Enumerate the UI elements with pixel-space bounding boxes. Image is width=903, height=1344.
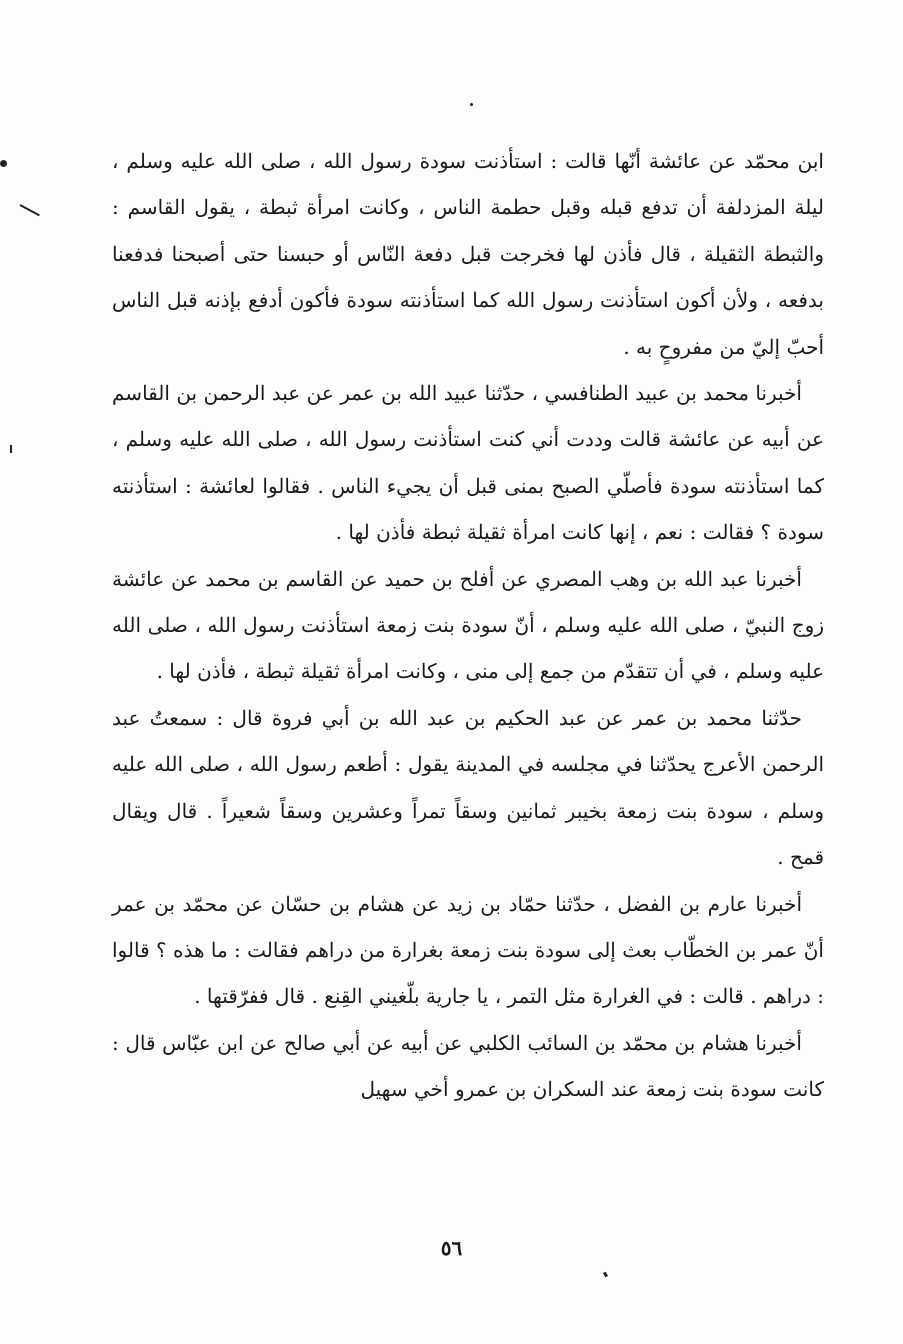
ink-speck [470,103,473,106]
body-text [112,138,824,1113]
paragraph-5: أخبرنا عارم بن الفضل ، حدّثنا حمّاد بن زيد عن هشام بن حسّان عن محمّد بن عمر أنّ عمر بن الخطّاب بعث إلى سودة بنت زمعة بغرارة من دراهم فقالت : ما هذه ؟ قالوا : دراهم . قالت : في الغرارة مثل التمر ، يا جارية بلّغيني القِنع . قال ففرّقتها . [112,891,824,1009]
paragraph-4: حدّثنا محمد بن عمر عن عبد الحكيم بن عبد الله بن أبي فروة قال : سمعتُ عبد الرحمن الأعرج يحدّثنا في مجلسه في المدينة يقول : أطعم رسول الله ، صلى الله عليه وسلم ، سودة بنت زمعة بخيبر ثمانين وسقاً تمراً وعشرين وسقاً شعيراً . قال ويقال قمح . [112,705,825,870]
margin-ink-mark [0,160,7,167]
margin-ink-tick [10,445,12,453]
page-number: ٥٦ [440,1236,463,1260]
ink-speck-bottom [603,1272,608,1278]
paragraph-2: أخبرنا محمد بن عبيد الطنافسي ، حدّثنا عبيد الله بن عمر عن عبد الرحمن بن القاسم عن أبيه عن عائشة قالت وددت أني كنت استأذنت رسول الله ، صلى الله عليه وسلم ، كما استأذنته سودة فأصلّي الصبح بمنى قبل أن يجيء الناس . فقالوا لعائشة : استأذنته سودة ؟ فقالت : نعم ، إنها كانت امرأة ثقيلة ثبطة فأذن لها . [112,381,824,545]
margin-ink-stroke [20,204,40,216]
paragraph-1: ابن محمّد عن عائشة أنّها قالت : استأذنت سودة رسول الله ، صلى الله عليه وسلم ، ليلة المزدلفة أن تدفع قبله وقبل حطمة الناس ، وكانت امرأة ثبطة ، يقول القاسم : والثبطة الثقيلة ، قال فأذن لها فخرجت قبل دفعة النّاس أو حبسنا حتى أصبحنا فدفعنا بدفعه ، ولأن أكون استأذنت رسول الله كما استأذنته سودة فأكون أدفع بإذنه قبل الناس أحبّ إليّ من مفروحٍ به . [112,149,824,359]
paragraph-3: أخبرنا عبد الله بن وهب المصري عن أفلح بن حميد عن القاسم بن محمد عن عائشة زوج النبيّ ، صلى الله عليه وسلم ، أنّ سودة بنت زمعة استأذنت رسول الله ، صلى الله عليه وسلم ، في أن تتقدّم من جمع إلى منى ، وكانت امرأة ثقيلة ثبطة ، فأذن لها . [112,566,824,684]
paragraph-6: أخبرنا هشام بن محمّد بن السائب الكلبي عن أبيه عن أبي صالح عن ابن عبّاس قال : كانت سودة بنت زمعة عند السكران بن عمرو أخي سهيل [112,1030,824,1102]
